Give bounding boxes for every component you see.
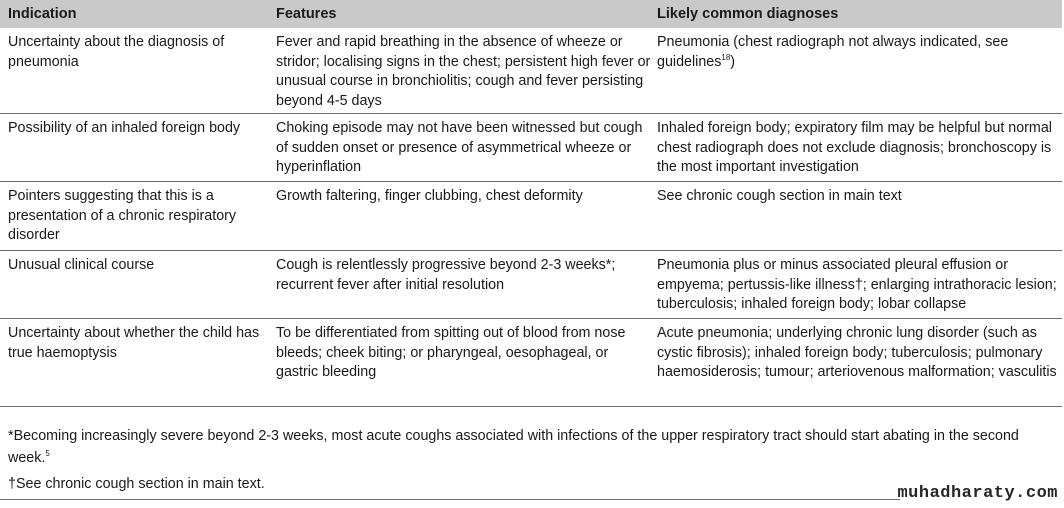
diagnoses-text: Pneumonia (chest radiograph not always indicated, see guidelines (657, 34, 1009, 70)
table-row (0, 28, 1062, 114)
reference-superscript: 5 (45, 449, 50, 458)
diagnoses-cell: Inhaled foreign body; expiratory film may be helpful but normal chest radiograph does not exclude diagnosis; bronchoscopy is the most important investigation (657, 120, 1052, 176)
header-features: Features (276, 6, 337, 22)
table-row (0, 114, 1062, 182)
features-cell: Cough is relentlessly progressive beyond 2-3 weeks*; recurrent fever after initial resolution (276, 257, 616, 293)
diagnoses-cell: See chronic cough section in main text (657, 188, 902, 204)
header-indication: Indication (8, 6, 77, 22)
features-cell: Choking episode may not have been witnessed but cough of sudden onset or presence of asymmetrical wheeze or hyperinflation (276, 120, 643, 176)
diagnoses-cell (657, 33, 1057, 72)
header-diagnoses: Likely common diagnoses (657, 6, 839, 22)
table-row (0, 319, 1062, 407)
table-row (0, 182, 1062, 251)
indication-cell: Uncertainty about the diagnosis of pneumonia (8, 34, 225, 70)
footnote-dagger: †See chronic cough section in main text. (8, 476, 265, 492)
indication-cell: Possibility of an inhaled foreign body (8, 120, 241, 136)
indication-cell: Pointers suggesting that this is a presentation of a chronic respiratory disorder (8, 188, 237, 244)
indication-cell: Uncertainty about whether the child has true haemoptysis (8, 325, 260, 361)
footnote-asterisk (8, 425, 1058, 469)
watermark: muhadharaty.com (897, 484, 1058, 503)
features-cell: To be differentiated from spitting out of blood from nose bleeds; cheek biting; or pharyngeal, oesophageal, or gastric bleeding (276, 325, 626, 381)
footnote-text: *Becoming increasingly severe beyond 2-3 weeks, most acute coughs associated with infections of the upper respiratory tract should start abating in the second week. (8, 428, 1019, 466)
features-cell: Growth faltering, finger clubbing, chest deformity (276, 188, 583, 204)
table-row (0, 251, 1062, 319)
diagnoses-cell: Acute pneumonia; underlying chronic lung disorder (such as cystic fibrosis); inhaled foreign body; tuberculosis; pulmonary haemosiderosis; tumour; arteriovenous malformation; vasculitis (657, 325, 1057, 381)
features-cell: Fever and rapid breathing in the absence of wheeze or stridor; localising signs in the chest; persistent high fever or unusual course in bronchiolitis; cough and fever persisting beyond 4-5 days (276, 34, 651, 110)
reference-superscript: 18 (721, 52, 731, 62)
bottom-divider (0, 499, 900, 500)
diagnoses-cell: Pneumonia plus or minus associated pleural effusion or empyema; pertussis-like illness†; enlarging intrathoracic lesion; tuberculosis; inhaled foreign body; lobar collapse (657, 257, 1057, 313)
table-header (0, 0, 1062, 28)
diagnoses-tail: ) (730, 53, 736, 70)
indication-cell: Unusual clinical course (8, 257, 155, 273)
